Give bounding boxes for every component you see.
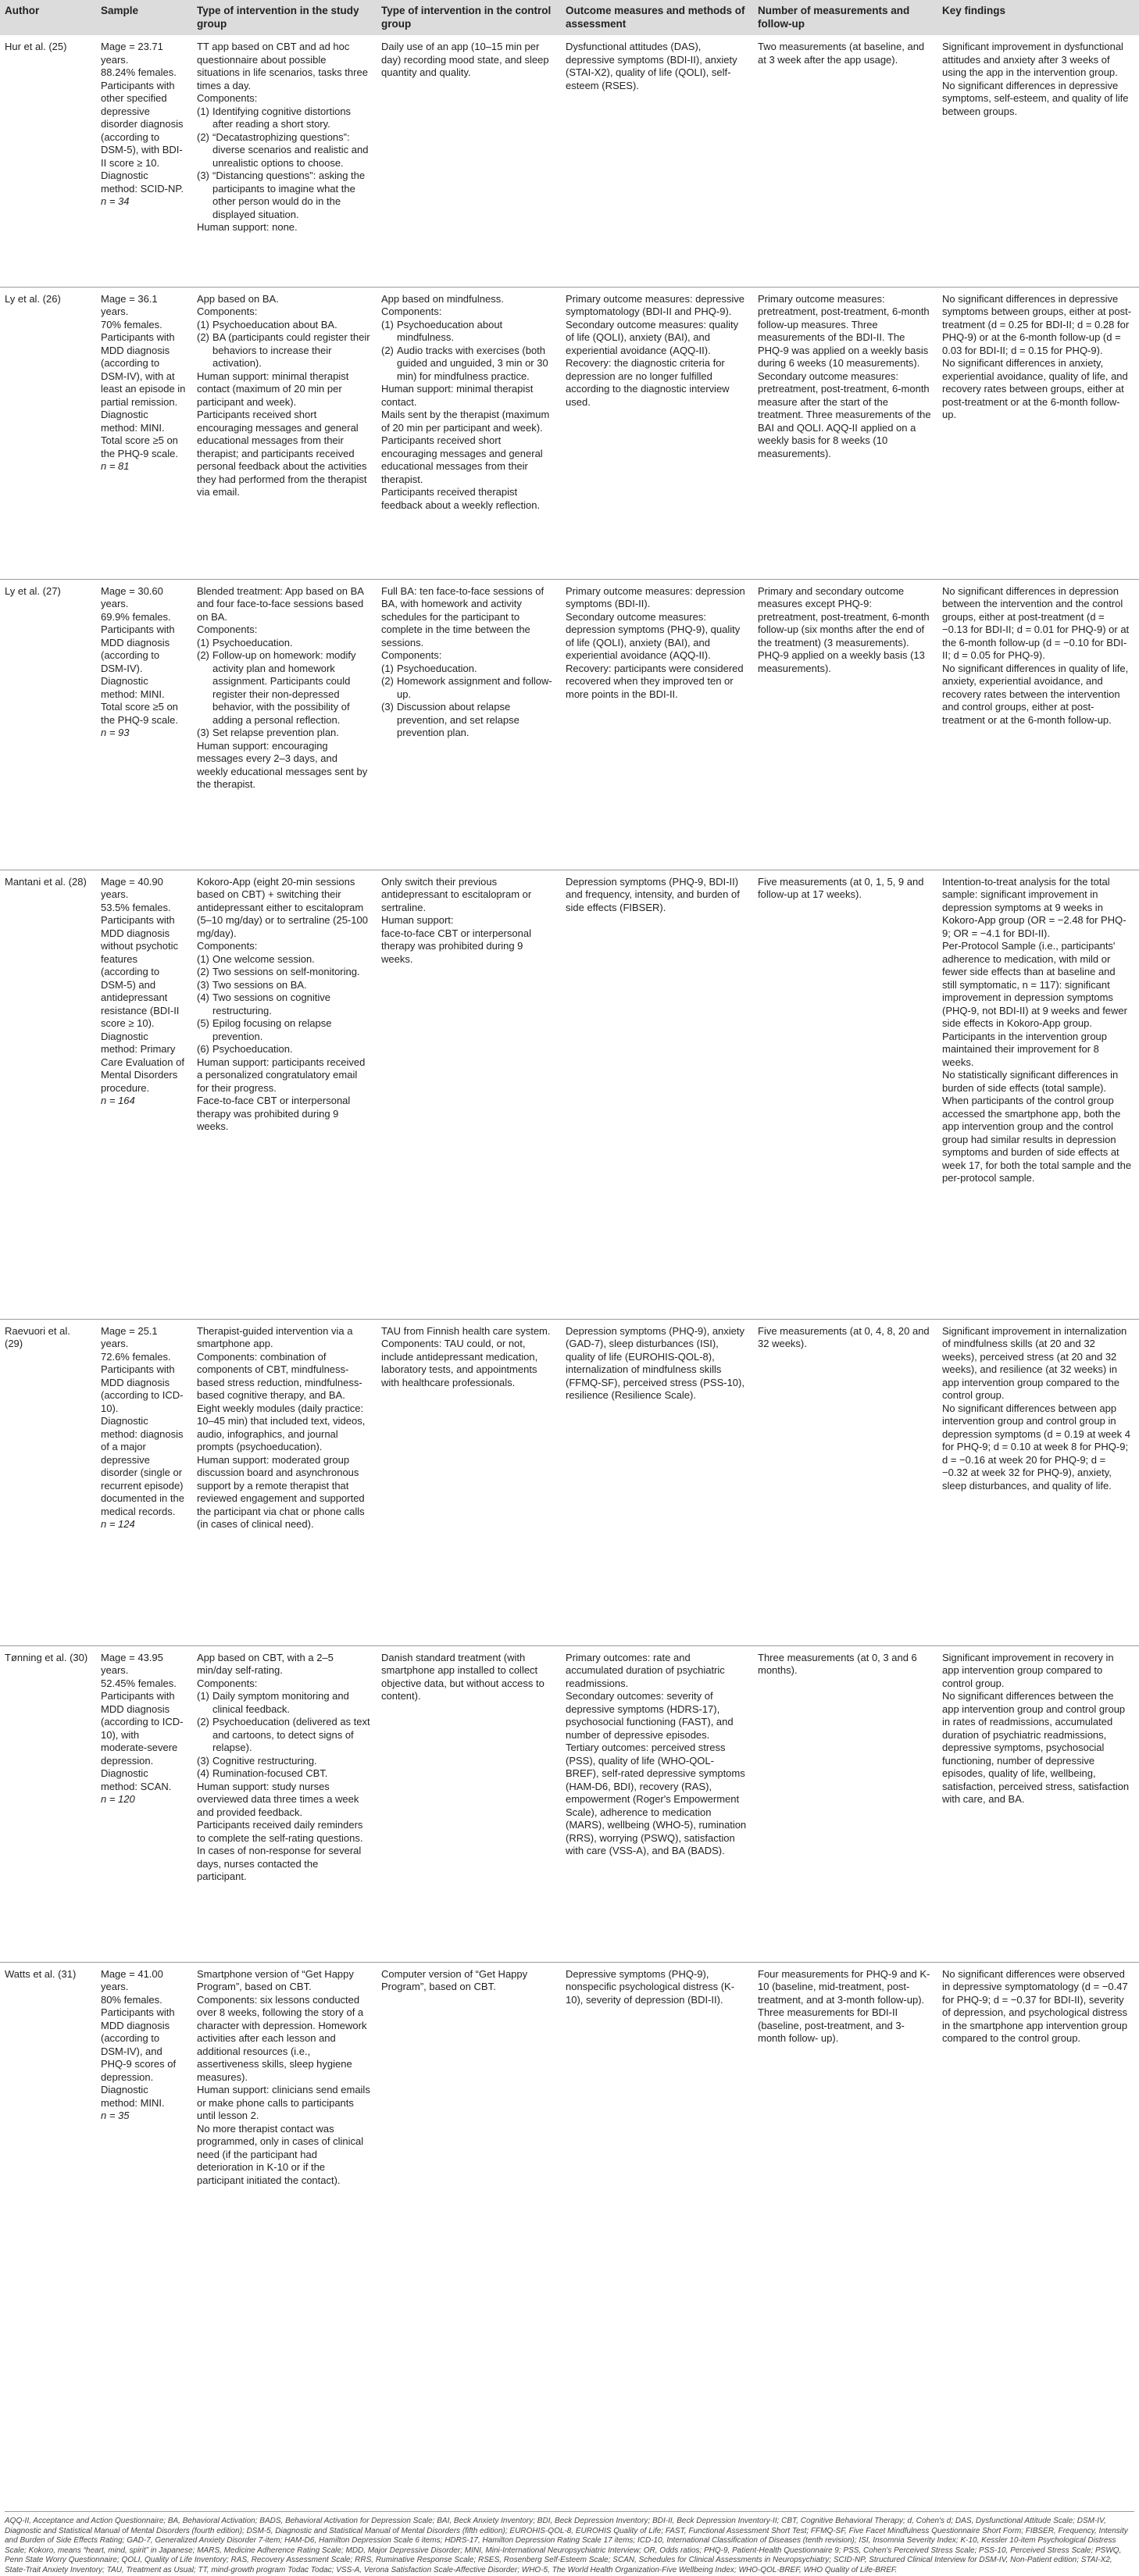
list-number: (2) [381,675,394,687]
control-cell [377,579,561,870]
intervention-paragraph: Human support: minimal therapist contact (maximum of 20 min per participant and week). [197,370,349,408]
control-cell [377,35,561,287]
measurement-line: Five measurements (at 0, 4, 8, 20 and 32 weeks). [758,1324,930,1349]
intervention-list-item [197,105,370,131]
sample-line: 72.6% females. [101,1350,171,1363]
finding-line: Participants in the intervention group maintained their improvement for 8 weeks. [942,1030,1108,1068]
outcome-line: Primary outcomes: rate and accumulated duration of psychiatric readmissions. [566,1651,725,1689]
intervention-paragraph: Human support: clinicians send emails or make phone calls to participants until lesson 2. [197,2084,370,2121]
list-number: (2) [197,649,209,661]
control-cell [377,1962,561,2263]
sample-line: n = 81 [101,460,130,472]
control-list-item [381,319,555,345]
control-paragraph: Mails sent by the therapist (maximum of 20 min per participant and week). [381,409,550,434]
table-footnote: AQQ-II, Acceptance and Action Questionnaire; BA, Behavioral Activation; BADS, Behavioral Activation for Depression Scale; BAI, Beck Anxiety Inventory; BDI, Beck Depression Inventory; BDI-II, Beck Depression Inventory-II; CBT, Cognitive Behavioral Therapy; d, Cohen's d; DAS, Dysfunctional Attitude Scale; DSM-IV, Diagnostic and Statistical Manual of Mental Disorders (fourth edition); DSM-5, Diagnostic and Statistical Manual of Mental Disorders (fifth edition); EUROHIS-QOL-8, EUROHIS Quality of Life; FAST, Functional Assessment Short Test; FFMQ-SF, Five Facet Mindfulness Questionnaire Short Form; FIBSER, Frequency, Intensity and Burden of Side Effects Rating; GAD-7, Generalized Anxiety Disorder 7-item; HAM-D6, Hamilton Depression Scale 6 items; HDRS-17, Hamilton Depression Rating Scale 17 items; ICD-10, International Classification of Diseases (tenth revision); ISI, Insomnia Severity Index; K-10, Kessler 10-item Psychological Distress Scale; Kokoro, means “heart, mind, spirit” in Japanese; MARS, Medicine Adherence Rating Scale; MDD, Major Depressive Disorder; MINI, Mini-International Neuropsychiatric Interview; OR, Odds ratios; PHQ-9, Patient-Health Questionnaire 9; PSS, Cohen's Perceived Stress Scale; PSS-10, Perceived Stress Scale; PSWQ, Penn State Worry Questionnaire; QOLI, Quality of Life Inventory; RAS, Recovery Assessment Scale; RRS, Ruminative Response Scale; RSES, Rosenberg Self-Esteem Scale; SCAN, Schedules for Clinical Assessments in Neuropsychiatry; SCID-NP, Structured Clinical Interview for DSM-IV, Non-Patient edition; STAI-X2, State-Trait Anxiety Inventory; TAU, Treatment as Usual; TT, mind-growth program Todac Todac; VSS-A, Verona Satisfaction Scale-Affective Disorder; WHO-5, The World Health Organization-Five Wellbeing Index; WHO-QOL-BREF, WHO Quality of Life-BREF. [5,2511,1134,2576]
author-name: Mantani et al. (28) [5,875,87,888]
sample-line: Mage = 25.1 years. [101,1324,158,1349]
sample-cell [96,35,192,287]
intervention-paragraph: Human support: encouraging messages every 2–3 days, and weekly educational messages sent by the therapist. [197,739,368,790]
findings-cell [937,287,1139,579]
list-text: Psychoeducation. [212,636,293,648]
list-number: (1) [197,105,209,117]
list-number: (3) [381,701,394,713]
intervention-paragraph: Eight weekly modules (daily practice: 10–45 min) that included text, videos, audio, infographics, and journal prompts (psychoeducation). [197,1402,366,1452]
findings-cell [937,870,1139,1319]
author-cell [0,35,96,287]
intervention-cell [192,870,377,1319]
list-number: (2) [197,130,209,143]
intervention-list-item [197,991,370,1017]
author-cell [0,1319,96,1645]
intervention-list-item [197,649,370,727]
finding-line: No statistically significant differences in burden of side effects (total sample). [942,1069,1119,1094]
outcome-line: Secondary outcome measures: depression symptoms (PHQ-9), quality of life (QOLI), anxiety (BAI), and experiential avoidance (AQQ-II). [566,610,741,661]
list-number: (1) [197,318,209,330]
sample-cell [96,1319,192,1645]
header-control: Type of intervention in the control group [377,0,561,35]
intervention-cell [192,35,377,287]
control-paragraph: Components: [381,649,442,661]
intervention-paragraph: Kokoro-App (eight 20-min sessions based on CBT) + switching their antidepressant either to escitalopram (5–10 mg/day) or to sertraline (25-100 mg/day). [197,875,368,939]
author-cell [0,1962,96,2263]
author-name: Ly et al. (27) [5,584,61,597]
control-list-item [381,675,555,701]
finding-line: Significant improvement in internalization of mindfulness skills (at 20 and 32 weeks), perceived stress (at 20 and 32 weeks), and resilience (at 32 weeks) in app intervention group compared to the control group. [942,1324,1127,1401]
header-outcomes: Outcome measures and methods of assessment [561,0,753,35]
list-text: One welcome session. [212,952,315,965]
sample-cell [96,1962,192,2263]
sample-line: Mage = 41.00 years. [101,1967,163,1992]
list-number: (3) [197,170,209,181]
sample-line: Diagnostic method: diagnosis of a major depressive disorder (single or recurrent episode) documented in the medical records. [101,1415,184,1517]
list-text: Psychoeducation. [397,662,477,674]
sample-line: n = 120 [101,1793,135,1805]
list-text: Rumination-focused CBT. [212,1767,328,1779]
sample-line: 52.45% females. [101,1677,177,1689]
intervention-list-item [197,331,370,370]
author-name: Ly et al. (26) [5,292,61,305]
intervention-paragraph: Human support: participants received a personalized congratulatory email for their progress. [197,1056,366,1094]
intervention-paragraph: App based on BA. [197,292,279,305]
table-row [0,579,1139,870]
list-text: “Distancing questions”: asking the participants to imagine what the other person would do in the displayed situation. [212,170,366,220]
control-list-item [381,701,555,740]
measurement-line: Four measurements for PHQ-9 and K-10 (baseline, mid-treatment, post-treatment, and at 3-month follow-up). [758,1967,930,2006]
outcome-line: Depression symptoms (PHQ-9), anxiety (GAD-7), sleep disturbances (ISI), quality of life (EUROHIS-QOL-8), internalization of mindfulness skills (FFMQ-SF), perceived stress (PSS-10), resilience (Resilience Scale). [566,1324,745,1401]
measurements-cell [753,35,937,287]
intervention-paragraph: Smartphone version of “Get Happy Program”, based on CBT. [197,1967,354,1992]
sample-line: 69.9% females. [101,610,171,623]
list-number: (3) [197,1754,209,1767]
intervention-list-item [197,1767,370,1781]
sample-line: Diagnostic method: SCAN. [101,1767,172,1792]
measurement-line: Primary outcome measures: pretreatment, post-treatment, 6-month follow-up measures. Three measurements of the BDI-II. The PHQ-9 was applied on a weekly basis during 6 weeks (10 measurements). [758,292,930,369]
sample-line: Participants with MDD diagnosis (according to DSM-IV). [101,623,175,674]
sample-line: Mage = 43.95 years. [101,1651,163,1676]
sample-line: 80% females. [101,1993,162,2006]
measurement-line: Primary and secondary outcome measures except PHQ-9: pretreatment, post-treatment, 6-month follow-up (six months after the end of the treatment) (3 measurements). [758,584,930,648]
author-name: Raevuori et al. (29) [5,1324,70,1349]
list-text: “Decatastrophizing questions”: diverse scenarios and realistic and unrealistic options to choose. [212,130,369,169]
table-body [0,35,1139,2263]
measurements-cell [753,287,937,579]
outcome-line: Secondary outcome measures: quality of life (QOLI), anxiety (BAI), and experiential avoidance (AQQ-II). [566,318,739,356]
control-paragraph: App based on mindfulness. [381,292,504,305]
outcome-line: Depression symptoms (PHQ-9, BDI-II) and frequency, intensity, and burden of side effects (FIBSER). [566,875,740,913]
outcome-line: Depressive symptoms (PHQ-9), nonspecific psychological distress (K-10), severity of depression (BDI-II). [566,1967,735,2006]
list-text: Set relapse prevention plan. [212,727,339,738]
list-number: (3) [197,978,209,991]
sample-line: 70% females. [101,318,162,330]
measurement-line: Five measurements (at 0, 1, 5, 9 and follow-up at 17 weeks). [758,875,924,900]
author-cell [0,1645,96,1962]
intervention-paragraph: Human support: moderated group discussion board and asynchronous support by a remote therapist that reviewed engagement and supported the participant via chat or phone calls (in cases of clinical need). [197,1453,365,1530]
intervention-paragraph: Components: [197,623,258,635]
sample-line: Mage = 30.60 years. [101,584,163,609]
author-cell [0,870,96,1319]
header-author: Author [0,0,96,35]
list-number: (2) [197,1716,209,1727]
list-number: (4) [197,1767,209,1779]
outcomes-cell [561,35,753,287]
sample-line: n = 35 [101,2110,130,2121]
sample-line: Diagnostic method: SCID-NP. [101,170,184,195]
list-number: (2) [381,344,394,356]
outcomes-cell [561,1319,753,1645]
header-findings: Key findings [937,0,1139,35]
sample-line: Diagnostic method: MINI. Total score ≥5 on the PHQ-9 scale. [101,675,178,726]
intervention-list-item [197,1716,370,1755]
list-text: Daily symptom monitoring and clinical feedback. [212,1690,349,1715]
findings-cell [937,1645,1139,1962]
finding-line: No significant differences in quality of life, anxiety, experiential avoidance, and recovery rates between the intervention and control groups, either at post-treatment or at the 6-month follow-up. [942,662,1129,726]
intervention-list-item [197,1017,370,1043]
control-paragraph: Components: TAU could, or not, include antidepressant medication, laboratory tests, and appointments with healthcare professionals. [381,1338,538,1388]
list-number: (2) [197,966,209,977]
list-number: (1) [381,318,394,330]
intervention-paragraph: Face-to-face CBT or interpersonal therapy was prohibited during 9 weeks. [197,1095,351,1132]
table-row [0,1319,1139,1645]
list-text: Cognitive restructuring. [212,1754,317,1767]
finding-line: Intention-to-treat analysis for the total sample: significant improvement in depression symptoms at 9 weeks in Kokoro-App group (OR = −2.48 for PHQ-9; OR = −4.1 for BDI-II). [942,875,1127,939]
control-paragraph: Computer version of “Get Happy Program”, based on CBT. [381,1967,528,1992]
list-number: (1) [381,662,394,674]
list-number: (1) [197,636,209,648]
intervention-paragraph: Participants received short encouraging messages and general educational messages from their therapist; and participants received personal feedback about the activities they had performed from the therapist via email. [197,409,367,498]
sample-line: 53.5% females. [101,901,171,913]
table-row [0,1962,1139,2263]
intervention-paragraph: Therapist-guided intervention via a smartphone app. [197,1324,353,1349]
intervention-paragraph: Components: [197,940,258,952]
sample-line: n = 164 [101,1095,135,1106]
measurements-cell [753,1645,937,1962]
list-number: (6) [197,1043,209,1055]
findings-cell [937,1319,1139,1645]
finding-line: Significant improvement in recovery in app intervention group compared to control group. [942,1651,1114,1689]
control-paragraph: TAU from Finnish health care system. [381,1324,551,1337]
intervention-list-item [197,131,370,170]
outcome-line: Tertiary outcomes: perceived stress (PSS), quality of life (WHO-QOL-BREF), self-rated depressive symptoms (HAM-D6, BDI), recovery (RAS), empowerment (Roger's Empowerment Scale), adherence to medication (MARS), wellbeing (WHO-5), rumination (RRS), worrying (PSWQ), satisfaction with care (VSS-A), and BA (BADS). [566,1742,747,1856]
finding-line: Per-Protocol Sample (i.e., participants' adherence to medication, with mild or fewer side effects than at baseline and still symptomatic, n = 117): significant improvement in depression symptoms (PHQ-9, not BDI-II) at 9 weeks and fewer side effects in Kokoro-App group. [942,940,1127,1029]
intervention-paragraph: TT app based on CBT and ad hoc questionnaire about possible situations in life scenarios, tasks three times a day. [197,41,368,91]
intervention-paragraph: Components: [197,92,258,104]
control-paragraph: Danish standard treatment (with smartphone app installed to collect objective data, but without access to content). [381,1651,545,1702]
author-cell [0,579,96,870]
header-row [0,0,1139,35]
findings-cell [937,579,1139,870]
control-paragraph: Participants received short encouraging messages and general educational messages from their therapist. [381,434,543,485]
intervention-list-item [197,170,370,221]
list-text: Psychoeducation about mindfulness. [397,318,503,343]
sample-cell [96,579,192,870]
outcome-line: Primary outcome measures: depression symptoms (BDI-II). [566,584,745,609]
list-text: Two sessions on BA. [212,978,307,991]
list-text: Psychoeducation (delivered as text and cartoons, to detect signs of relapse). [212,1716,370,1753]
intervention-paragraph: Human support: none. [197,221,298,233]
list-number: (1) [197,1690,209,1702]
intervention-cell [192,579,377,870]
measurement-line: Secondary outcome measures: pretreatment, post-treatment, 6-month measure after the start of the treatment. Three measurements of the BAI and QOLI. AQQ-II applied on a weekly basis for 8 weeks (10 measurements). [758,370,931,459]
author-name: Watts et al. (31) [5,1967,77,1980]
table-row [0,870,1139,1319]
list-number: (4) [197,991,209,1003]
control-cell [377,287,561,579]
intervention-paragraph: No more therapist contact was programmed, only in cases of clinical need (if the participant had deterioration in K-10 or if the participant initiated the contact). [197,2122,364,2186]
list-text: Epilog focusing on relapse prevention. [212,1017,332,1042]
outcome-line: Dysfunctional attitudes (DAS), depressive symptoms (BDI-II), anxiety (STAI-X2), quality of life (QOLI), self-esteem (RSES). [566,41,737,91]
sample-cell [96,1645,192,1962]
list-text: BA (participants could register their behaviors to increase their activation). [212,331,370,369]
intervention-paragraph: Components: [197,305,258,317]
list-text: Two sessions on cognitive restructuring. [212,991,331,1016]
sample-line: n = 34 [101,195,130,207]
list-text: Two sessions on self-monitoring. [212,966,360,977]
intervention-list-item [197,966,370,979]
measurement-line: Three measurements (at 0, 3 and 6 months). [758,1651,917,1676]
intervention-cell [192,1319,377,1645]
outcome-line: Recovery: participants were considered recovered when they improved ten or more points in the BDI-II. [566,662,744,700]
table-header [0,0,1139,35]
control-paragraph: Only switch their previous antidepressant to escitalopram or sertraline. [381,875,532,913]
sample-line: 88.24% females. [101,66,177,78]
intervention-list-item [197,979,370,992]
list-text: Follow-up on homework: modify activity plan and homework assignment. Participants could register their non-depressed behavior, with the possibility of adding a personal reflection. [212,649,356,726]
sample-line: Mage = 40.90 years. [101,875,163,900]
sample-line: n = 93 [101,727,130,738]
intervention-paragraph: Blended treatment: App based on BA and four face-to-face sessions based on BA. [197,584,364,623]
intervention-paragraph: Components: combination of components of CBT, mindfulness-based stress reduction, mindfulness-based cognitive therapy, and BA. [197,1350,362,1401]
intervention-paragraph: Human support: study nurses overviewed data three times a week and provided feedback. [197,1780,359,1818]
header-measurements: Number of measurements and follow-up [753,0,937,35]
intervention-list-item [197,727,370,740]
control-paragraph: Components: [381,305,442,317]
sample-line: Participants with MDD diagnosis (according to DSM-IV), and PHQ-9 scores of depression. [101,2006,177,2083]
measurement-line: Three measurements for BDI-II (baseline, post-treatment, and 3-month follow- up). [758,2006,905,2044]
sample-line: Participants with MDD diagnosis (according to ICD-10), with moderate-severe depression. [101,1690,184,1767]
header-intervention: Type of intervention in the study group [192,0,377,35]
control-cell [377,1319,561,1645]
intervention-cell [192,1645,377,1962]
findings-cell [937,35,1139,287]
list-text: Psychoeducation. [212,1043,293,1055]
measurements-cell [753,1962,937,2263]
intervention-paragraph: App based on CBT, with a 2–5 min/day self-rating. [197,1651,334,1676]
intervention-list-item [197,1690,370,1716]
intervention-paragraph: Participants received daily reminders to complete the self-rating questions. In cases of non-response for several days, nurses contacted the participant. [197,1819,363,1882]
sample-line: n = 124 [101,1518,135,1530]
finding-line: No significant differences in depressive symptoms, self-esteem, and quality of life between groups. [942,79,1129,117]
outcome-line: Primary outcome measures: depressive symptomatology (BDI-II and PHQ-9). [566,292,745,317]
list-number: (3) [197,727,209,738]
control-paragraph: Full BA: ten face-to-face sessions of BA, with homework and activity schedules for the participant to complete in the time between the sessions. [381,584,545,648]
list-number: (1) [197,952,209,965]
finding-line: No significant differences between app intervention group and control group in depression symptoms (d = 0.19 at week 4 for PHQ-9; d = 0.10 at week 8 for PHQ-9; d = −0.16 at week 20 for PHQ-9; d = −0.32 at week 32 for PHQ-9), anxiety, sleep disturbances, and quality of life. [942,1402,1130,1492]
author-name: Hur et al. (25) [5,41,67,52]
list-text: Discussion about relapse prevention, and set relapse prevention plan. [397,701,520,738]
control-list-item [381,663,555,676]
measurements-cell [753,1319,937,1645]
sample-line: Diagnostic method: MINI. [101,2084,165,2109]
measurement-line: PHQ-9 applied on a weekly basis (13 measurements). [758,649,925,674]
sample-cell [96,870,192,1319]
outcomes-cell [561,287,753,579]
intervention-cell [192,287,377,579]
control-paragraph: Human support: minimal therapist contact. [381,383,534,408]
list-text: Psychoeducation about BA. [212,318,337,330]
sample-line: Participants with MDD diagnosis (according to ICD-10). [101,1363,184,1414]
list-number: (2) [197,331,209,343]
outcome-line: Recovery: the diagnostic criteria for depression are no longer fulfilled according to the diagnostic interview used. [566,357,730,408]
control-paragraph: Human support: [381,914,454,926]
findings-cell [937,1962,1139,2263]
intervention-paragraph: Components: six lessons conducted over 8 weeks, following the story of a character with depression. Homework activities after each lesson and additional resources (i.e., assertiveness skills, sleep hygiene measures). [197,1993,367,2083]
table-row [0,1645,1139,1962]
finding-line: When participants of the control group accessed the smartphone app, both the app intervention group and the control group had similar results in depression symptoms and burden of side effects at week 17, for both the total sample and the per-protocol sample. [942,1095,1132,1184]
sample-line: Participants with MDD diagnosis without psychotic features (according to DSM-5) and antidepressant resistance (BDI-II score ≥ 10). [101,914,180,1029]
intervention-list-item [197,637,370,650]
sample-line: Diagnostic method: MINI. Total score ≥5 on the PHQ-9 scale. [101,409,178,459]
finding-line: No significant differences were observed in depressive symptomatology (d = −0.47 for PHQ-9; d = −0.37 for BDI-II), severity of depression, and psychological distress in the smartphone app intervention group compared to the control group. [942,1967,1128,2044]
control-cell [377,870,561,1319]
control-paragraph: Participants received therapist feedback about a weekly reflection. [381,486,541,511]
intervention-paragraph: Components: [197,1677,258,1689]
control-cell [377,1645,561,1962]
finding-line: Significant improvement in dysfunctional attitudes and anxiety after 3 weeks of using the app in the intervention group. [942,41,1123,78]
sample-line: Participants with other specified depressive disorder diagnosis (according to DSM-5), with BDI-II score ≥ 10. [101,79,184,169]
intervention-list-item [197,319,370,332]
header-sample: Sample [96,0,192,35]
outcomes-cell [561,1962,753,2263]
list-text: Identifying cognitive distortions after reading a short story. [212,105,352,130]
control-list-item [381,345,555,384]
control-paragraph: face-to-face CBT or interpersonal therapy was prohibited during 9 weeks. [381,927,531,965]
sample-line: Mage = 23.71 years. [101,41,163,66]
intervention-list-item [197,1755,370,1768]
sample-line: Diagnostic method: Primary Care Evaluation of Mental Disorders procedure. [101,1030,184,1094]
measurements-cell [753,579,937,870]
finding-line: No significant differences between the app intervention group and control group in rates of readmissions, accumulated duration of psychiatric readmissions, depressive symptoms, psychosocial functioning, number of depressive episodes, quality of life, wellbeing, satisfaction, perceived stress, satisfaction with care, and BA. [942,1690,1130,1805]
sample-line: Participants with MDD diagnosis (according to DSM-IV), with at least an episode in partial remission. [101,331,186,408]
outcomes-cell [561,870,753,1319]
table-row [0,287,1139,579]
list-number: (5) [197,1017,209,1029]
sample-line: Mage = 36.1 years. [101,292,158,317]
finding-line: No significant differences in depression between the intervention and the control groups, either at post-treatment (d = −0.13 for BDI-II; d = 0.01 for PHQ-9) or at the 6-month follow-up (d = −0.10 for BDI-II; d = 0.05 for PHQ-9). [942,584,1130,661]
measurements-cell [753,870,937,1319]
intervention-list-item [197,953,370,966]
intervention-cell [192,1962,377,2263]
author-name: Tønning et al. (30) [5,1651,88,1663]
list-text: Audio tracks with exercises (both guided and unguided, 3 min or 30 min) for mindfulness practice. [397,344,548,382]
outcome-line: Secondary outcomes: severity of depressive symptoms (HDRS-17), psychosocial functioning (FAST), and number of depressive episodes. [566,1690,734,1741]
finding-line: No significant differences in anxiety, experiential avoidance, quality of life, and recovery rates between groups, either at post-treatment or at the 6-month follow-up. [942,357,1128,420]
table-row [0,35,1139,287]
outcomes-cell [561,1645,753,1962]
list-text: Homework assignment and follow-up. [397,675,552,700]
measurement-line: Two measurements (at baseline, and at 3 week after the app usage). [758,41,925,66]
intervention-list-item [197,1043,370,1056]
author-cell [0,287,96,579]
sample-cell [96,287,192,579]
outcomes-cell [561,579,753,870]
finding-line: No significant differences in depressive symptoms between groups, either at post-treatment (d = 0.25 for BDI-II; d = 0.28 for PHQ-9) or at the 6-month follow-up (d = 0.03 for BDI-II; d = 0.15 for PHQ-9). [942,292,1132,356]
control-paragraph: Daily use of an app (10–15 min per day) recording mood state, and sleep quantity and quality. [381,41,549,78]
